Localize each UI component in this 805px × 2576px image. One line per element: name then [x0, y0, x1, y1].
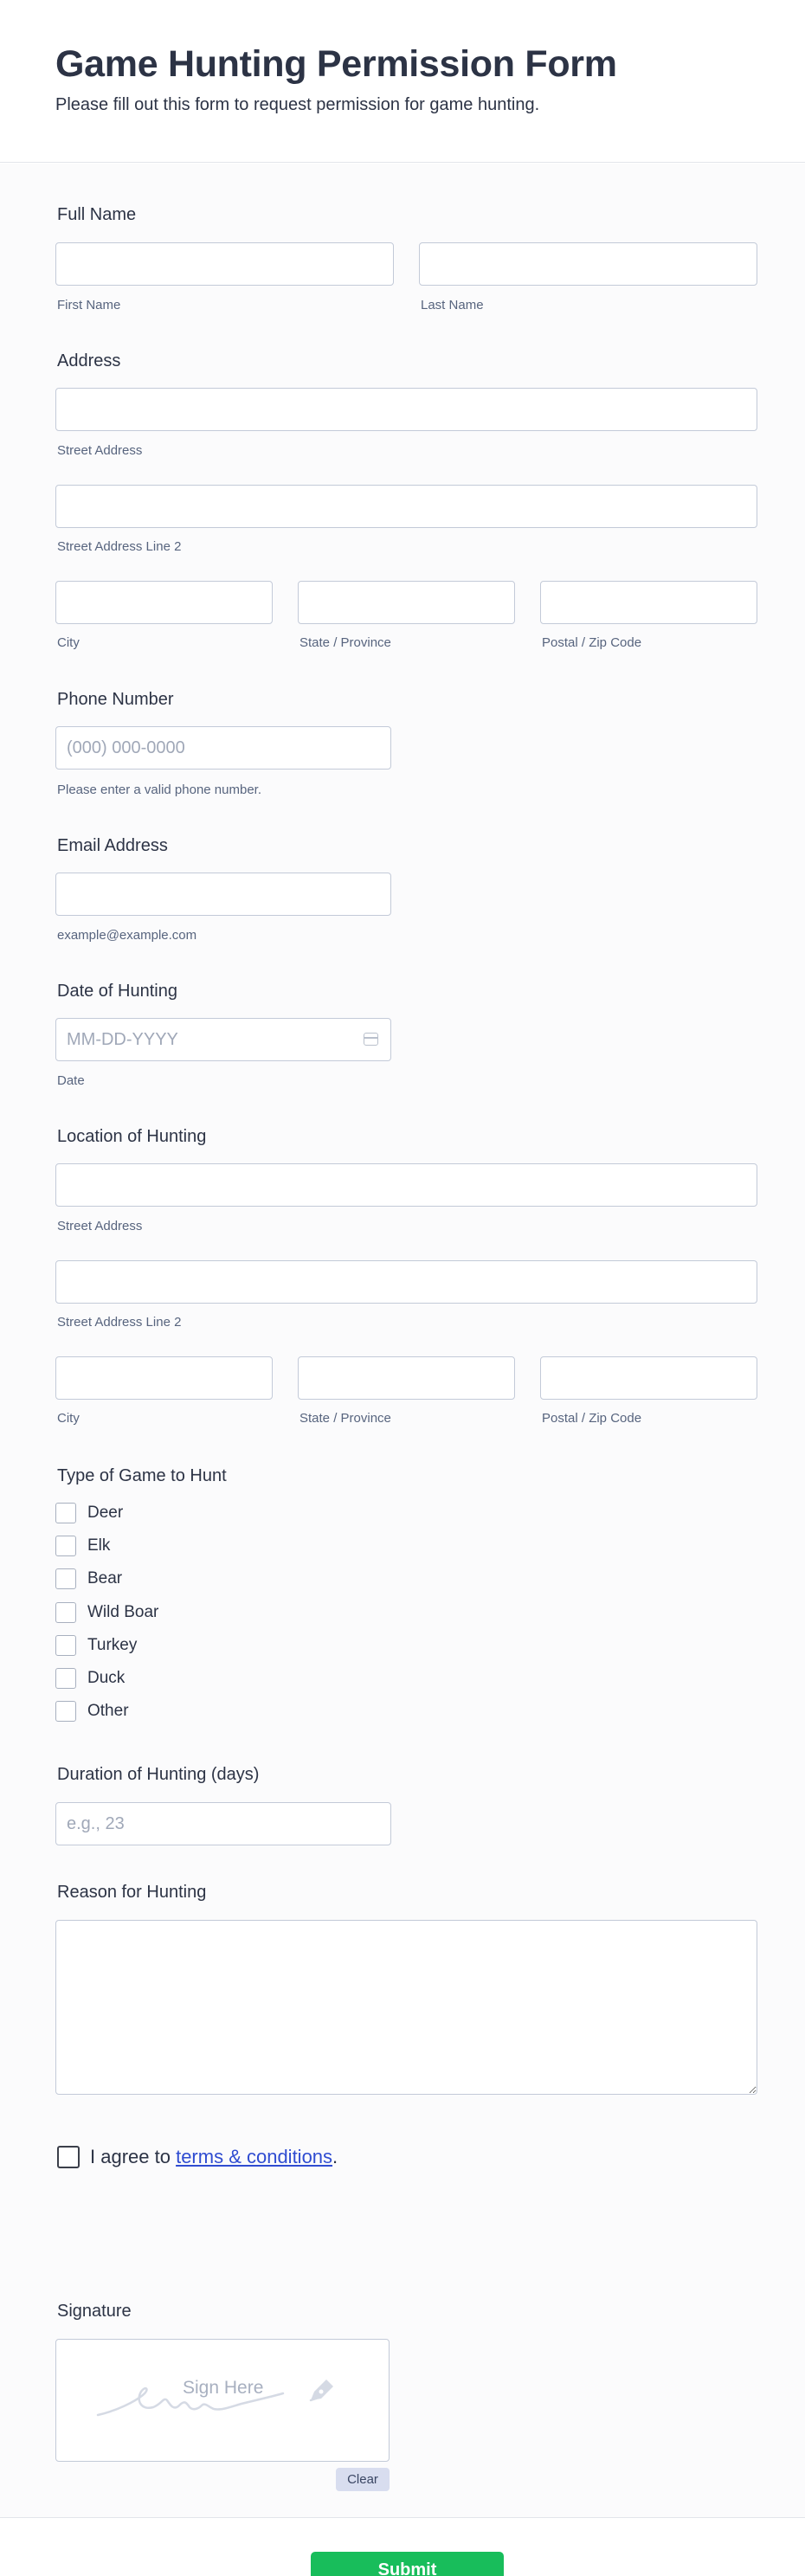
address-label: Address: [57, 351, 121, 370]
location-street2-sublabel: Street Address Line 2: [57, 1315, 182, 1330]
phone-input[interactable]: [55, 726, 391, 770]
email-input[interactable]: [55, 873, 391, 916]
location-label: Location of Hunting: [57, 1127, 207, 1146]
location-zip-input[interactable]: [540, 1356, 757, 1400]
terms-suffix: .: [332, 2146, 338, 2167]
city-input[interactable]: [55, 581, 273, 624]
first-name-sublabel: First Name: [57, 298, 121, 312]
game-option-label: Bear: [87, 1569, 123, 1587]
street-address-line2-sublabel: Street Address Line 2: [57, 539, 182, 554]
sign-here-text: Sign Here: [183, 2378, 264, 2398]
phone-sublabel: Please enter a valid phone number.: [57, 782, 261, 797]
calendar-icon[interactable]: [364, 1033, 378, 1046]
game-option-label: Duck: [87, 1669, 126, 1687]
city-sublabel: City: [57, 635, 80, 650]
game-option-other[interactable]: [55, 1700, 129, 1723]
signature-pad[interactable]: [55, 2339, 390, 2462]
location-city-sublabel: City: [57, 1411, 80, 1426]
game-option-label: Wild Boar: [87, 1603, 159, 1621]
terms-agreement[interactable]: [57, 2146, 338, 2168]
checkbox[interactable]: [55, 1602, 76, 1623]
checkbox[interactable]: [55, 1536, 76, 1556]
game-option-wild-boar[interactable]: [55, 1601, 158, 1624]
date-sublabel: Date: [57, 1073, 85, 1088]
terms-text: [90, 2146, 338, 2168]
checkbox[interactable]: [55, 1568, 76, 1589]
street-address-line2-input[interactable]: [55, 485, 757, 528]
game-option-bear[interactable]: [55, 1568, 122, 1590]
full-name-label: Full Name: [57, 205, 137, 224]
location-street2-input[interactable]: [55, 1260, 757, 1304]
phone-label: Phone Number: [57, 690, 174, 709]
form-header: [0, 0, 805, 163]
signature-squiggle: [56, 2340, 390, 2463]
terms-prefix: I agree to: [90, 2146, 177, 2167]
street-address-sublabel: Street Address: [57, 443, 143, 458]
form-subtitle: Please fill out this form to request permission for game hunting.: [55, 95, 540, 114]
checkbox[interactable]: [55, 1635, 76, 1656]
game-option-deer[interactable]: [55, 1502, 123, 1524]
game-option-label: Deer: [87, 1504, 124, 1522]
location-state-input[interactable]: [298, 1356, 515, 1400]
location-state-sublabel: State / Province: [299, 1411, 391, 1426]
checkbox[interactable]: [55, 1503, 76, 1523]
duration-label: Duration of Hunting (days): [57, 1765, 260, 1784]
checkbox[interactable]: [55, 1668, 76, 1689]
checkbox[interactable]: [55, 1701, 76, 1722]
street-address-input[interactable]: [55, 388, 757, 431]
location-street-input[interactable]: [55, 1163, 757, 1207]
zip-input[interactable]: [540, 581, 757, 624]
state-sublabel: State / Province: [299, 635, 391, 650]
email-label: Email Address: [57, 836, 168, 855]
zip-sublabel: Postal / Zip Code: [542, 635, 642, 650]
form-title: Game Hunting Permission Form: [55, 43, 617, 85]
footer-divider: [0, 2517, 805, 2518]
game-option-label: Other: [87, 1702, 129, 1720]
game-option-duck[interactable]: [55, 1667, 125, 1690]
location-zip-sublabel: Postal / Zip Code: [542, 1411, 642, 1426]
game-type-label: Type of Game to Hunt: [57, 1466, 227, 1485]
game-option-elk[interactable]: [55, 1535, 110, 1557]
game-option-label: Turkey: [87, 1636, 138, 1654]
game-option-label: Elk: [87, 1536, 111, 1555]
game-option-turkey[interactable]: [55, 1634, 137, 1657]
terms-checkbox[interactable]: [57, 2146, 80, 2168]
reason-label: Reason for Hunting: [57, 1883, 207, 1902]
clear-signature-button[interactable]: Clear: [336, 2468, 390, 2491]
last-name-sublabel: Last Name: [421, 298, 484, 312]
email-sublabel: example@example.com: [57, 928, 197, 943]
submit-button[interactable]: Submit: [311, 2552, 504, 2576]
location-street-sublabel: Street Address: [57, 1219, 143, 1233]
last-name-input[interactable]: [419, 242, 757, 286]
date-input[interactable]: [55, 1018, 391, 1061]
terms-link[interactable]: terms & conditions: [176, 2146, 333, 2167]
state-input[interactable]: [298, 581, 515, 624]
first-name-input[interactable]: [55, 242, 394, 286]
duration-input[interactable]: [55, 1802, 391, 1845]
date-label: Date of Hunting: [57, 982, 177, 1001]
reason-textarea[interactable]: [55, 1920, 757, 2095]
pen-icon: [304, 2374, 338, 2409]
location-city-input[interactable]: [55, 1356, 273, 1400]
signature-label: Signature: [57, 2302, 132, 2321]
